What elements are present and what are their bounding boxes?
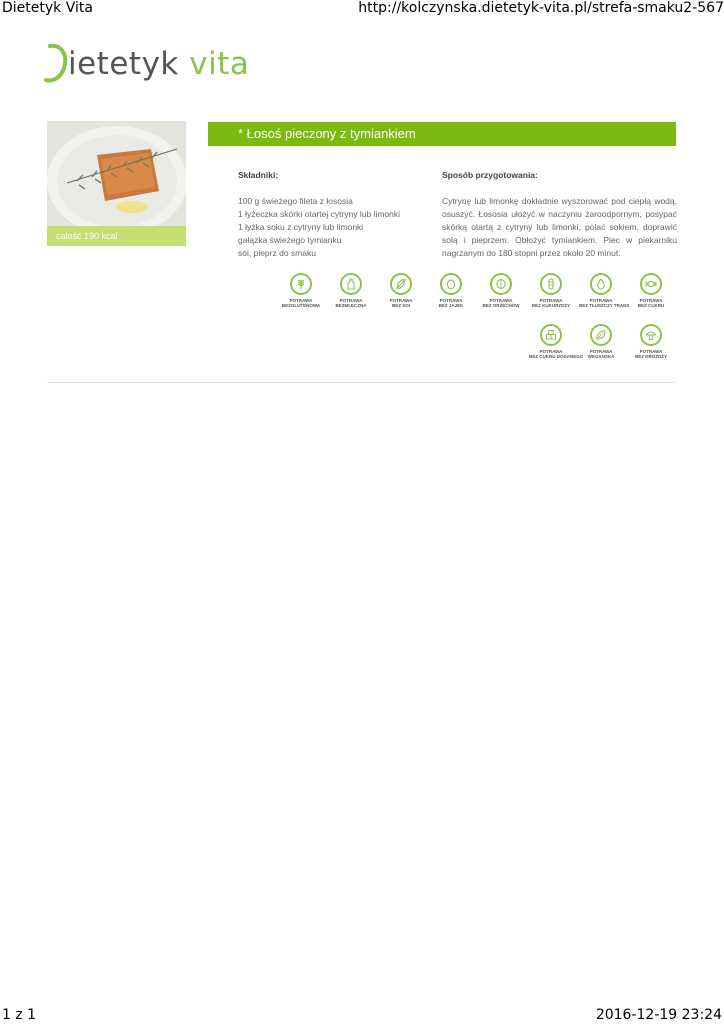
badge-no-added-sugar: POTRAWA BEZ CUKRU DODANEGO: [529, 324, 573, 359]
badge-egg-free: POTRAWA BEZ JAJEK: [429, 273, 473, 308]
recipe-photo: [47, 121, 186, 226]
dietetyk-vita-logo[interactable]: [44, 40, 249, 86]
page-url: http://kolczynska.dietetyk-vita.pl/strefa-smaku2-567: [358, 0, 724, 16]
logo-d-glyph-icon: [44, 42, 70, 86]
badge-sugar-free: POTRAWA BEZ CUKRU: [629, 273, 673, 308]
leaf-icon: [595, 329, 607, 341]
badge-vegan: POTRAWA WEGAŃSKA: [579, 324, 623, 359]
ingredients-heading: Składniki:: [238, 170, 279, 180]
milk-bottle-icon: [345, 278, 357, 290]
badge-corn-free: POTRAWA BEZ KUKURYDZY: [529, 273, 573, 308]
corn-icon: [545, 278, 557, 290]
egg-icon: [445, 278, 457, 290]
badge-trans-fat-free: POTRAWA BEZ TŁUSZCZY TRANS: [579, 273, 623, 308]
page-number: 1 z 1: [2, 1007, 37, 1023]
badge-dairy-free: POTRAWA BEZMLECZNA: [329, 273, 373, 308]
sugar-cubes-icon: [545, 329, 557, 341]
nut-icon: [495, 278, 507, 290]
badge-gluten-free: POTRAWA BEZGLUTENOWA: [279, 273, 323, 308]
logo-text: ietetyk vita: [68, 46, 250, 82]
oil-drop-icon: [595, 278, 607, 290]
ingredient-item: 100 g świeżego fileta z łososia: [238, 196, 353, 206]
badge-nut-free: POTRAWA BEZ ORZECHÓW: [479, 273, 523, 308]
preparation-heading: Sposób przygotowania:: [442, 170, 538, 180]
print-timestamp: 2016-12-19 23:24: [595, 1007, 722, 1023]
badge-yeast-free: POTRAWA BEZ DROŻDŻY: [629, 324, 673, 359]
preparation-text: Cytrynę lub limonkę dokładnie wyszorować pod ciepłą wodą, osuszyć. Łososia ułożyć w naczyniu żaroodpornym, posypać skórką otartą z cytryny lub limonki, polać sokiem, doprawić solą i pieprzem. Obłożyć tymiankiem. Piec w piekarniku nagrzanym do 180 stopni przez około 20 minut.: [442, 196, 677, 258]
content-divider: [47, 382, 676, 383]
recipe-title: * Łosoś pieczony z tymiankiem: [208, 122, 676, 146]
candy-icon: [645, 278, 657, 290]
browser-page-title: Dietetyk Vita: [2, 0, 93, 16]
ingredient-item: 1 łyżeczka skórki otartej cytryny lub limonki: [238, 209, 401, 219]
ingredient-item: sól, pieprz do smaku: [238, 248, 316, 258]
badge-soy-free: POTRAWA BEZ SOI: [379, 273, 423, 308]
calorie-label: całość 190 kcal: [47, 226, 186, 246]
mushroom-icon: [645, 329, 657, 341]
soy-icon: [395, 278, 407, 290]
wheat-icon: [295, 278, 307, 290]
ingredients-list: [238, 195, 400, 260]
ingredient-item: gałązka świeżego tymianku: [238, 235, 342, 245]
ingredient-item: 1 łyżka soku z cytryny lub limonki: [238, 222, 364, 232]
